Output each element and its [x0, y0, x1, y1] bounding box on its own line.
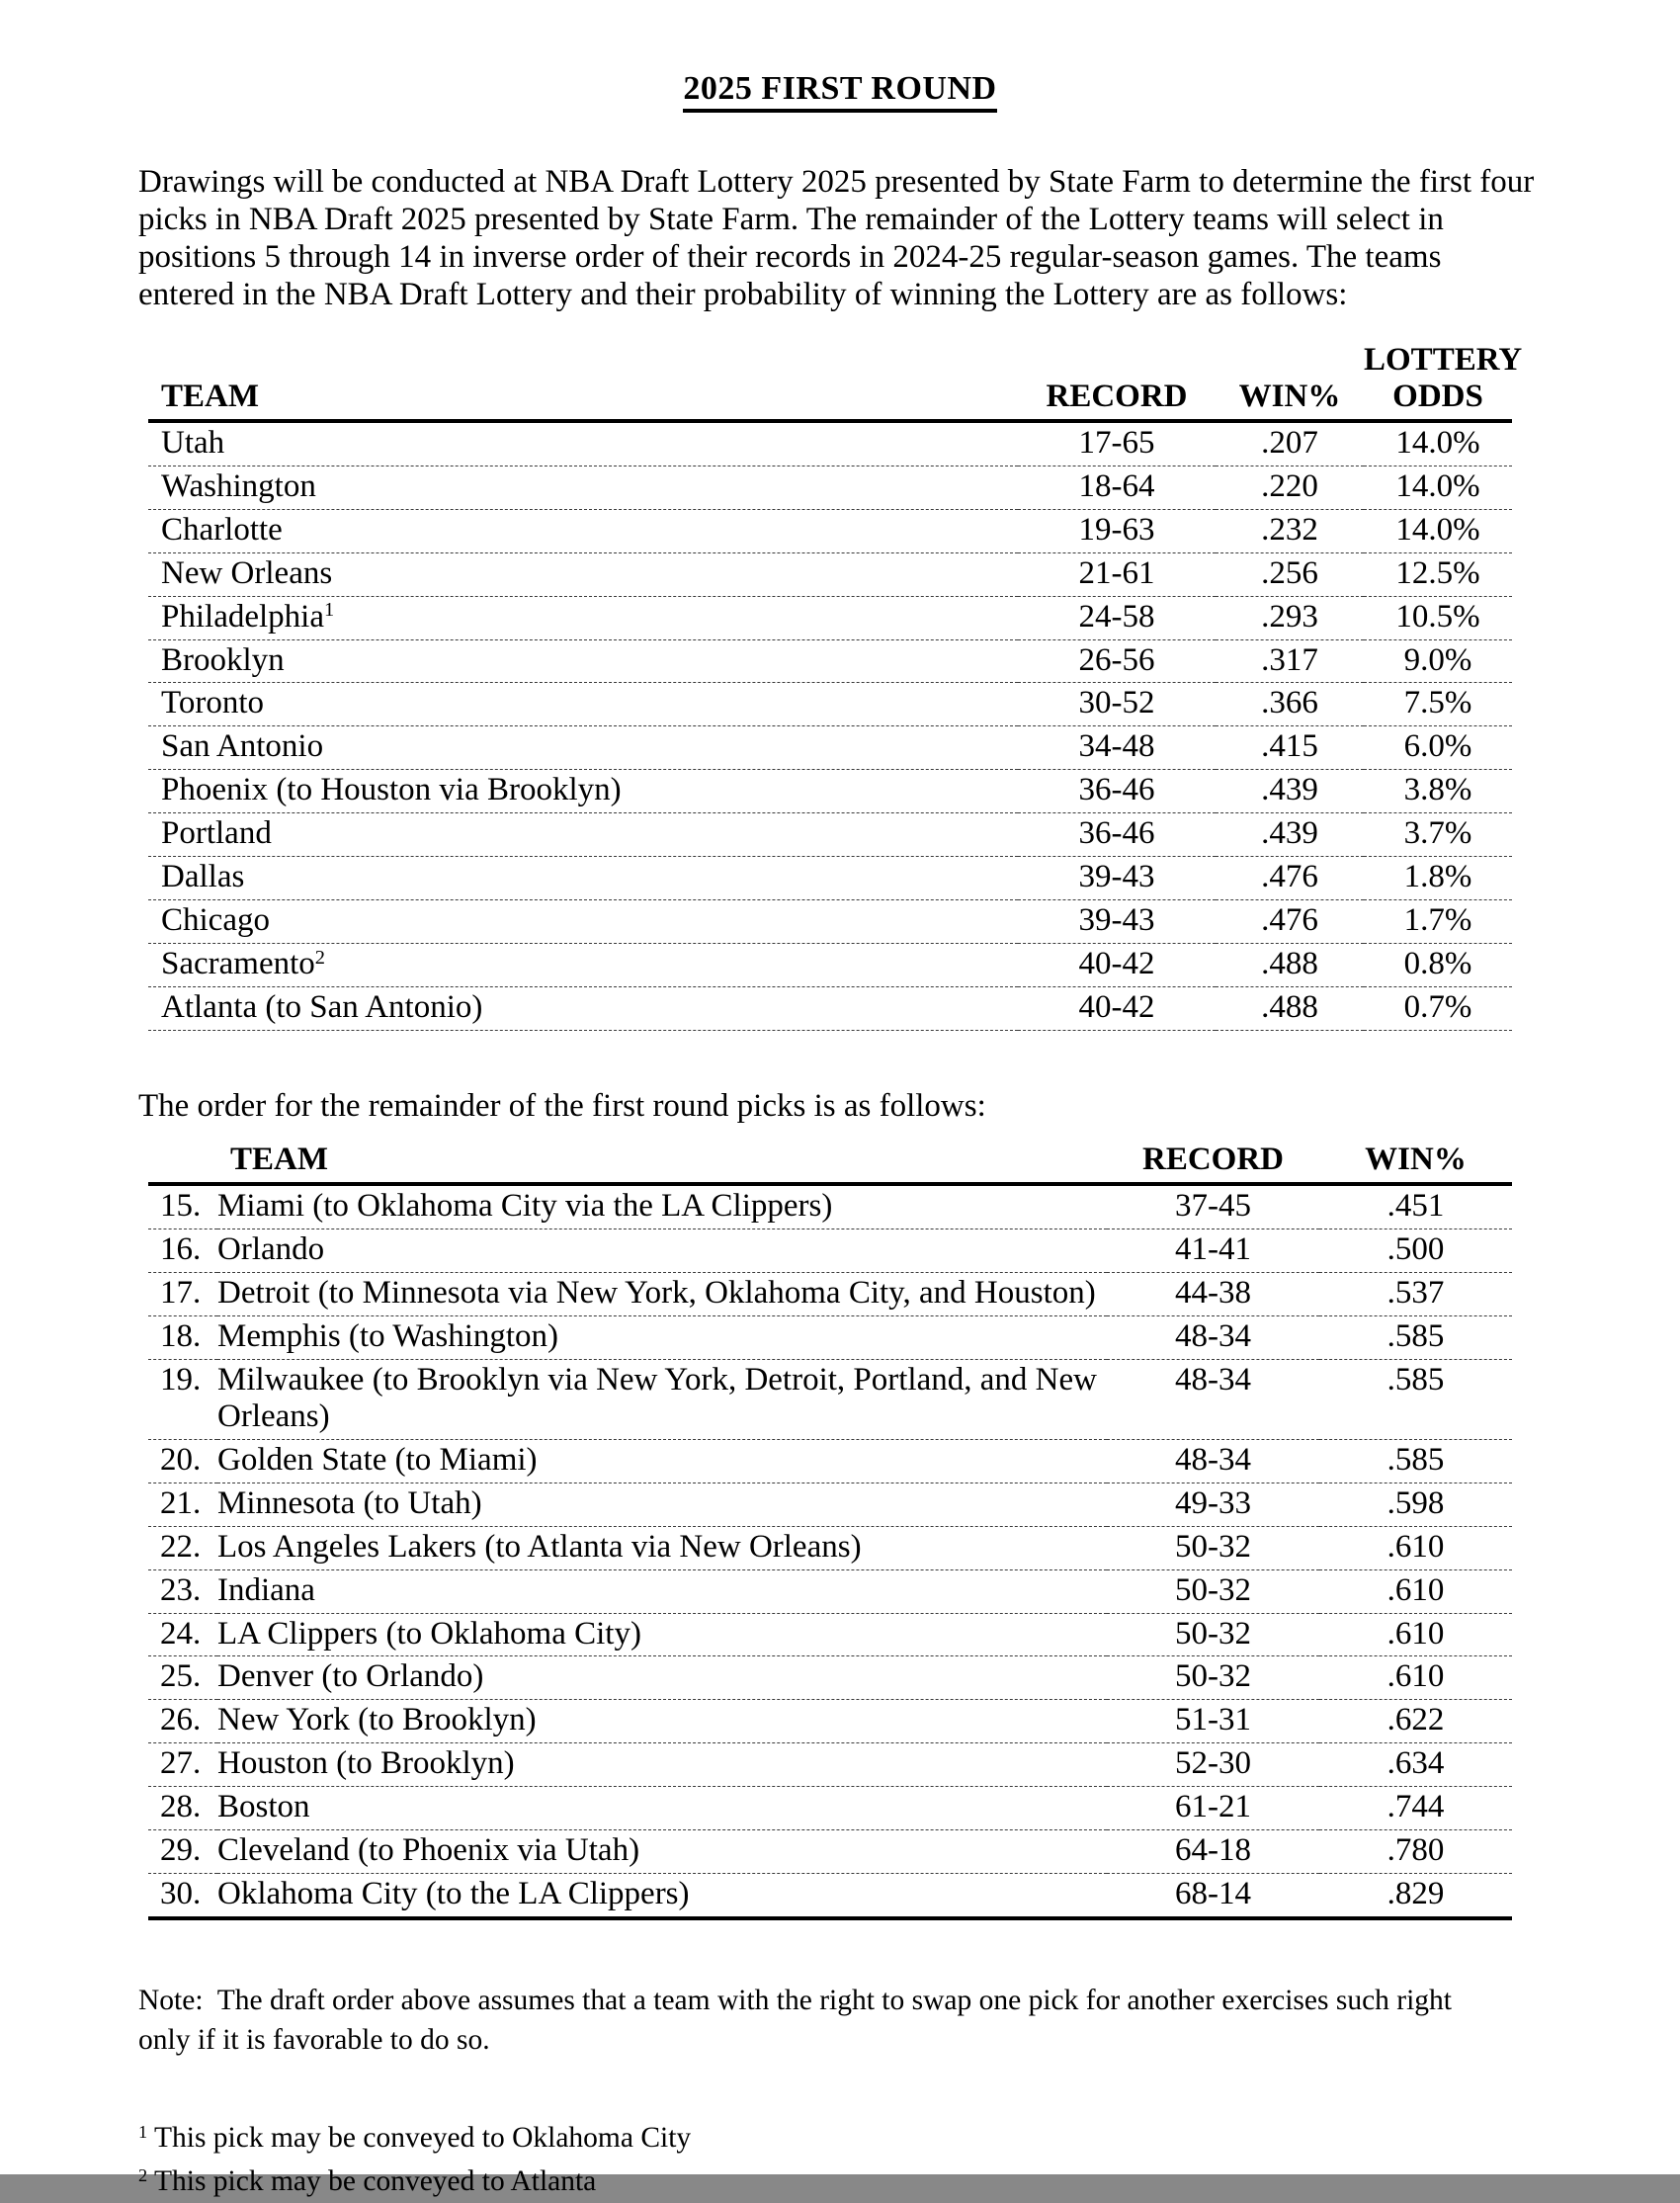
win-cell: .622	[1319, 1700, 1512, 1743]
num-cell: 29.	[148, 1830, 217, 1874]
record-cell: 17-65	[1018, 421, 1216, 466]
team-cell: San Antonio	[148, 726, 1018, 770]
team-cell: Denver (to Orlando)	[217, 1656, 1107, 1700]
record-cell: 52-30	[1107, 1743, 1319, 1787]
footnote-line: $^1$ This pick may be conveyed to Oklahoma City	[138, 2121, 692, 2154]
odds-cell: 14.0%	[1364, 466, 1512, 509]
team-cell: Boston	[217, 1787, 1107, 1830]
table-row	[148, 857, 1512, 900]
win-cell: .598	[1319, 1483, 1512, 1526]
record-cell: 41-41	[1107, 1229, 1319, 1272]
record-cell: 21-61	[1018, 552, 1216, 596]
table-row	[148, 770, 1512, 813]
win-cell: .439	[1216, 770, 1364, 813]
table-row	[148, 726, 1512, 770]
table-row	[148, 1787, 1512, 1830]
intro-paragraph: Drawings will be conducted at NBA Draft Lottery 2025 presented by State Farm to determine the first four picks in NBA Draft 2025 presented by State Farm. The remainder of the Lottery teams will select in positions 5 through 14 in inverse order of their records in 2024-25 regular-season games. The teams entered in the NBA Draft Lottery and their probability of winning the Lottery are as follows:	[138, 164, 1535, 312]
num-cell: 28.	[148, 1787, 217, 1830]
team-cell: Washington	[148, 466, 1018, 509]
win-cell: .634	[1319, 1743, 1512, 1787]
table-row	[148, 944, 1512, 987]
record-cell: 40-42	[1018, 987, 1216, 1031]
table-row	[148, 1569, 1512, 1613]
table-row	[148, 596, 1512, 639]
odds-cell: 1.7%	[1364, 900, 1512, 944]
table-row	[148, 1359, 1512, 1439]
num-cell: 22.	[148, 1526, 217, 1569]
win-cell: .366	[1216, 683, 1364, 726]
table-row	[148, 987, 1512, 1031]
odds-cell: 3.7%	[1364, 813, 1512, 857]
win-cell: .488	[1216, 987, 1364, 1031]
win-cell: .780	[1319, 1830, 1512, 1874]
num-cell: 21.	[148, 1483, 217, 1526]
lottery-header-odds	[1364, 340, 1523, 421]
num-cell: 26.	[148, 1700, 217, 1743]
record-cell: 64-18	[1107, 1830, 1319, 1874]
table-row	[148, 1184, 1512, 1229]
team-cell: Orlando	[217, 1229, 1107, 1272]
lottery-header-win: WIN%	[1216, 340, 1364, 421]
footnote-marker: 2	[314, 946, 325, 969]
win-cell: .451	[1319, 1184, 1512, 1229]
footnote-marker: 1	[138, 2121, 148, 2142]
table-row	[148, 1700, 1512, 1743]
num-cell: 30.	[148, 1874, 217, 1918]
record-cell: 37-45	[1107, 1184, 1319, 1229]
num-cell: 15.	[148, 1184, 217, 1229]
num-cell: 16.	[148, 1229, 217, 1272]
lottery-header-odds-line2: ODDS	[1392, 378, 1483, 414]
record-cell: 48-34	[1107, 1439, 1319, 1483]
win-cell: .610	[1319, 1656, 1512, 1700]
win-cell: .829	[1319, 1874, 1512, 1918]
record-cell: 44-38	[1107, 1272, 1319, 1315]
lottery-table-body	[148, 421, 1512, 1031]
odds-cell: 0.8%	[1364, 944, 1512, 987]
table-row	[148, 813, 1512, 857]
odds-cell: 0.7%	[1364, 987, 1512, 1031]
remainder-header-number	[148, 1140, 217, 1184]
team-cell: Phoenix (to Houston via Brooklyn)	[148, 770, 1018, 813]
win-cell: .610	[1319, 1613, 1512, 1656]
team-cell: Cleveland (to Phoenix via Utah)	[217, 1830, 1107, 1874]
team-cell: Houston (to Brooklyn)	[217, 1743, 1107, 1787]
lottery-header-team: TEAM	[148, 340, 1018, 421]
odds-cell: 12.5%	[1364, 552, 1512, 596]
record-cell: 36-46	[1018, 770, 1216, 813]
win-cell: .500	[1319, 1229, 1512, 1272]
record-cell: 68-14	[1107, 1874, 1319, 1918]
team-cell: Dallas	[148, 857, 1018, 900]
table-row	[148, 683, 1512, 726]
record-cell: 39-43	[1018, 857, 1216, 900]
remainder-header-record: RECORD	[1107, 1140, 1319, 1184]
lottery-header-odds-line1: LOTTERY	[1364, 341, 1523, 378]
team-cell: Philadelphia$^1$	[148, 596, 1018, 639]
record-cell: 36-46	[1018, 813, 1216, 857]
win-cell: .610	[1319, 1569, 1512, 1613]
record-cell: 39-43	[1018, 900, 1216, 944]
table-row	[148, 1656, 1512, 1700]
record-cell: 30-52	[1018, 683, 1216, 726]
odds-cell: 9.0%	[1364, 639, 1512, 683]
table-row	[148, 639, 1512, 683]
odds-cell: 7.5%	[1364, 683, 1512, 726]
win-cell: .232	[1216, 509, 1364, 552]
num-cell: 24.	[148, 1613, 217, 1656]
record-cell: 24-58	[1018, 596, 1216, 639]
num-cell: 27.	[148, 1743, 217, 1787]
team-cell: Toronto	[148, 683, 1018, 726]
odds-cell: 10.5%	[1364, 596, 1512, 639]
record-cell: 40-42	[1018, 944, 1216, 987]
num-cell: 18.	[148, 1315, 217, 1359]
team-cell: Golden State (to Miami)	[217, 1439, 1107, 1483]
win-cell: .415	[1216, 726, 1364, 770]
table-row	[148, 900, 1512, 944]
win-cell: .585	[1319, 1315, 1512, 1359]
team-cell: New Orleans	[148, 552, 1018, 596]
team-cell: Atlanta (to San Antonio)	[148, 987, 1018, 1031]
remainder-intro-text: The order for the remainder of the first round picks is as follows:	[138, 1088, 986, 1125]
record-cell: 34-48	[1018, 726, 1216, 770]
num-cell: 19.	[148, 1359, 217, 1439]
team-cell: Portland	[148, 813, 1018, 857]
win-cell: .537	[1319, 1272, 1512, 1315]
table-row	[148, 1743, 1512, 1787]
win-cell: .439	[1216, 813, 1364, 857]
record-cell: 61-21	[1107, 1787, 1319, 1830]
team-cell: Sacramento$^2$	[148, 944, 1018, 987]
remainder-header-team: TEAM	[217, 1140, 1107, 1184]
team-cell: Brooklyn	[148, 639, 1018, 683]
table-row	[148, 466, 1512, 509]
win-cell: .220	[1216, 466, 1364, 509]
table-row	[148, 1439, 1512, 1483]
win-cell: .317	[1216, 639, 1364, 683]
record-cell: 48-34	[1107, 1315, 1319, 1359]
team-cell: Indiana	[217, 1569, 1107, 1613]
table-row	[148, 552, 1512, 596]
table-row	[148, 1272, 1512, 1315]
win-cell: .256	[1216, 552, 1364, 596]
lottery-header-record: RECORD	[1018, 340, 1216, 421]
table-row	[148, 1874, 1512, 1918]
footnotes-section	[138, 2116, 1542, 2203]
win-cell: .488	[1216, 944, 1364, 987]
table-row	[148, 1526, 1512, 1569]
win-cell: .610	[1319, 1526, 1512, 1569]
num-cell: 17.	[148, 1272, 217, 1315]
num-cell: 23.	[148, 1569, 217, 1613]
table-row	[148, 1229, 1512, 1272]
win-cell: .293	[1216, 596, 1364, 639]
team-cell: New York (to Brooklyn)	[217, 1700, 1107, 1743]
footnote-line: $^2$ This pick may be conveyed to Atlanta	[138, 2164, 597, 2198]
team-cell: Detroit (to Minnesota via New York, Oklahoma City, and Houston)	[217, 1272, 1107, 1315]
record-cell: 51-31	[1107, 1700, 1319, 1743]
win-cell: .476	[1216, 857, 1364, 900]
team-cell: Miami (to Oklahoma City via the LA Clippers)	[217, 1184, 1107, 1229]
footnote-marker: 1	[323, 599, 335, 622]
record-cell: 49-33	[1107, 1483, 1319, 1526]
team-cell: Chicago	[148, 900, 1018, 944]
team-cell: Milwaukee (to Brooklyn via New York, Detroit, Portland, and New Orleans)	[217, 1359, 1107, 1439]
win-cell: .585	[1319, 1359, 1512, 1439]
team-cell: LA Clippers (to Oklahoma City)	[217, 1613, 1107, 1656]
page-title-text: 2025 FIRST ROUND	[683, 69, 996, 113]
remainder-header-win: WIN%	[1319, 1140, 1512, 1184]
lottery-table-header-row	[148, 340, 1512, 421]
note-paragraph: Note: The draft order above assumes that a team with the right to swap one pick for another exercises such right only if it is favorable to do so.	[138, 1985, 1460, 2056]
record-cell: 50-32	[1107, 1569, 1319, 1613]
win-cell: .744	[1319, 1787, 1512, 1830]
record-cell: 48-34	[1107, 1359, 1319, 1439]
win-cell: .476	[1216, 900, 1364, 944]
num-cell: 20.	[148, 1439, 217, 1483]
table-row	[148, 1483, 1512, 1526]
table-row	[148, 1613, 1512, 1656]
table-row	[148, 509, 1512, 552]
record-cell: 19-63	[1018, 509, 1216, 552]
record-cell: 50-32	[1107, 1613, 1319, 1656]
record-cell: 26-56	[1018, 639, 1216, 683]
odds-cell: 3.8%	[1364, 770, 1512, 813]
team-cell: Charlotte	[148, 509, 1018, 552]
team-cell: Minnesota (to Utah)	[217, 1483, 1107, 1526]
odds-cell: 14.0%	[1364, 509, 1512, 552]
remainder-table-body	[148, 1184, 1512, 1918]
remainder-table	[148, 1140, 1512, 1920]
odds-cell: 14.0%	[1364, 421, 1512, 466]
team-cell: Los Angeles Lakers (to Atlanta via New Orleans)	[217, 1526, 1107, 1569]
record-cell: 50-32	[1107, 1656, 1319, 1700]
num-cell: 25.	[148, 1656, 217, 1700]
record-cell: 18-64	[1018, 466, 1216, 509]
remainder-table-header-row	[148, 1140, 1512, 1184]
table-row	[148, 421, 1512, 466]
table-row	[148, 1315, 1512, 1359]
footnote-marker: 2	[138, 2164, 148, 2185]
odds-cell: 1.8%	[1364, 857, 1512, 900]
lottery-table	[148, 340, 1523, 1031]
page-title	[138, 69, 1542, 113]
record-cell: 50-32	[1107, 1526, 1319, 1569]
win-cell: .585	[1319, 1439, 1512, 1483]
table-row	[148, 1830, 1512, 1874]
team-cell: Utah	[148, 421, 1018, 466]
team-cell: Oklahoma City (to the LA Clippers)	[217, 1874, 1107, 1918]
odds-cell: 6.0%	[1364, 726, 1512, 770]
team-cell: Memphis (to Washington)	[217, 1315, 1107, 1359]
win-cell: .207	[1216, 421, 1364, 466]
